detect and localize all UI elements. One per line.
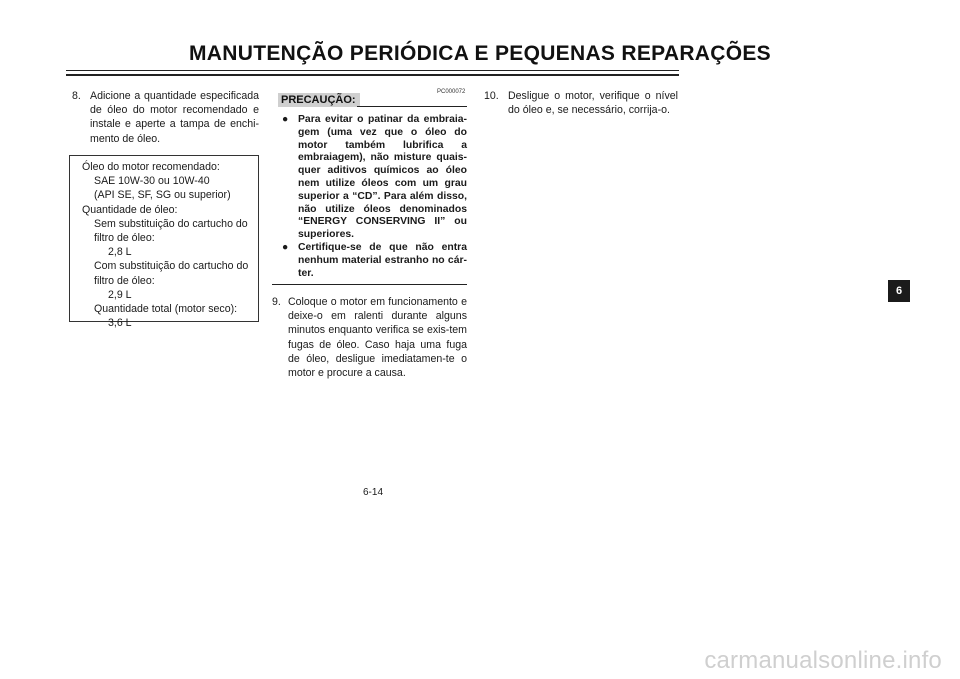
caution-code: PC000072 xyxy=(437,89,466,95)
caution-item-text: Para evitar o patinar da embraia-gem (uma vez que o óleo do motor também lubrifica a embraiagem), não misture quais-quer aditivos químicos ao óleo nem utilize óleos com um grau superior a “CD”. Para além disso, não utilize óleos denominados “ENERGY CONSERVING II” ou superiores. xyxy=(298,114,467,241)
caution-list xyxy=(282,114,467,280)
page-number: 6-14 xyxy=(362,487,383,498)
caution-item-text: Certifique-se de que não entra nenhum material estranho no cár-ter. xyxy=(298,241,467,279)
chapter-tab: 6 xyxy=(888,280,910,302)
spec-value: 2,8 L xyxy=(108,246,132,259)
bullet-icon: ● xyxy=(282,114,289,125)
title-rule-bottom xyxy=(66,74,679,76)
spec-line: Sem substituição do cartucho do xyxy=(94,217,248,230)
spec-line: SAE 10W-30 ou 10W-40 xyxy=(94,175,210,188)
step-8-text: Adicione a quantidade especificada de óleo do motor recomendado e instale e aperte a tampa de enchi-mento de óleo. xyxy=(90,90,259,145)
step-9 xyxy=(272,295,467,380)
oil-spec-box xyxy=(69,155,259,330)
bullet-icon: ● xyxy=(282,241,289,253)
spec-value: 2,9 L xyxy=(108,288,132,301)
step-10-number: 10. xyxy=(484,90,499,102)
spec-line: Quantidade de óleo: xyxy=(82,203,178,216)
step-9-number: 9. xyxy=(272,296,281,308)
spec-line: Com substituição do cartucho do xyxy=(94,260,249,273)
page-title: MANUTENÇÃO PERIÓDICA E PEQUENAS REPARAÇÕES xyxy=(189,42,771,65)
spec-line: Óleo do motor recomendado: xyxy=(82,161,220,173)
caution-rule-top xyxy=(357,106,467,107)
caution-item xyxy=(282,114,467,242)
step-9-text: Coloque o motor em funcionamento e deixe-o em ralenti durante alguns minutos enquanto verifica se exis-tem fugas de óleo. Caso haja uma fuga de óleo, desligue imediatamen-te o motor e procure a causa. xyxy=(288,296,467,380)
step-8-number: 8. xyxy=(72,90,81,102)
step-10-text: Desligue o motor, verifique o nível do óleo e, se necessário, corrija-o. xyxy=(508,90,678,117)
watermark: carmanualsonline.info xyxy=(704,647,942,674)
caution-rule-bottom xyxy=(272,284,467,285)
spec-line: filtro de óleo: xyxy=(94,232,155,245)
spec-line: (API SE, SF, SG ou superior) xyxy=(94,189,231,202)
step-10 xyxy=(484,89,678,117)
spec-value: 3,6 L xyxy=(108,317,132,330)
title-rule-top xyxy=(66,70,679,71)
caution-item xyxy=(282,242,467,280)
spec-line: filtro de óleo: xyxy=(94,274,155,287)
caution-label: PRECAUÇÃO: xyxy=(278,93,360,107)
spec-line: Quantidade total (motor seco): xyxy=(94,303,238,316)
step-8 xyxy=(72,89,259,146)
